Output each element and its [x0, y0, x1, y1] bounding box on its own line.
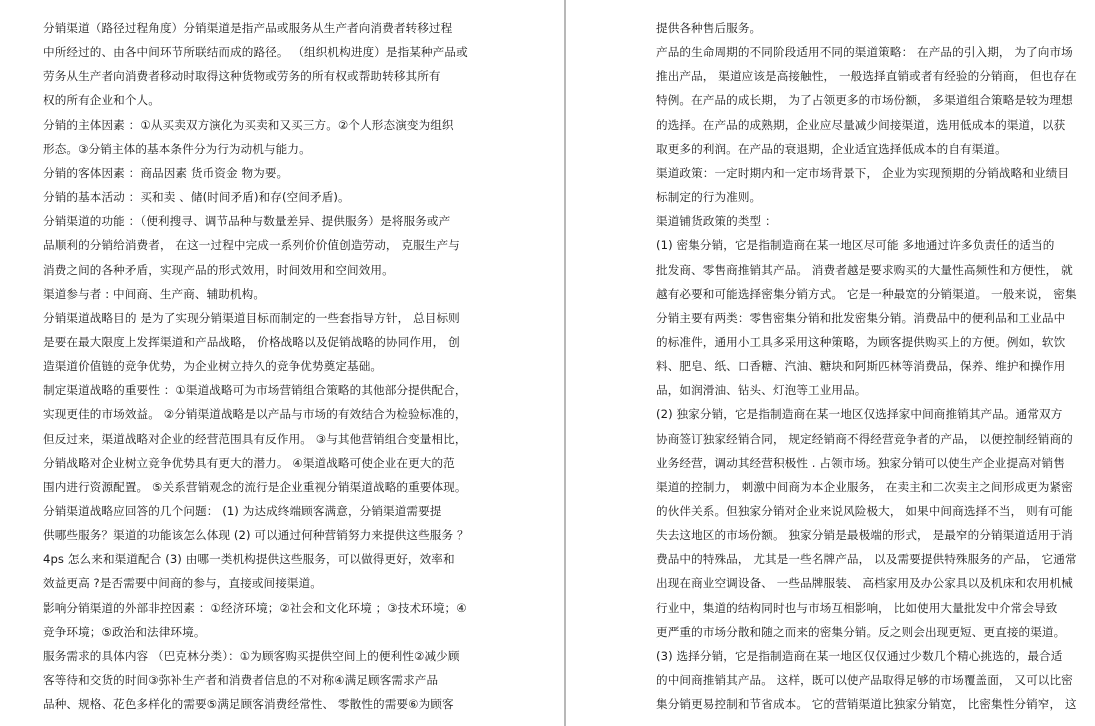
- right-text-line: 越有必要和可能选择密集分销方式。 它是一种最宽的分销渠道。 一般来说， 密集: [656, 286, 1077, 301]
- left-text-line: 分销渠道战略应回答的几个问题： (1) 为达成终端顾客满意，分销渠道需要提: [43, 504, 442, 518]
- left-text-line: 供哪些服务？渠道的功能该怎么体现 (2) 可以通过何种营销努力来提供这些服务 ？: [43, 528, 469, 543]
- right-text-line: (2) 独家分销，它是指制造商在某一地区仅选择家中间商推销其产品。通常双方: [656, 407, 1063, 422]
- left-text-line: 品顺利的分销给消费者， 在这一过程中完成一系列价价值创造劳动， 克服生产与: [43, 238, 460, 253]
- right-text-line: 分销主要有两类：零售密集分销和批发密集分销。消费品中的便利品和工业品中: [656, 310, 1066, 325]
- left-text-line: 是要在最大限度上发挥渠道和产品战略， 价格战略以及促销战略的协同作用， 创: [43, 334, 460, 349]
- left-text-line: 分销的基本活动 ：买和卖 、储(时间矛盾)和存(空间矛盾)。: [43, 190, 350, 204]
- left-text-line: 但反过来，渠道战略对企业的经营范围具有反作用。 ③与其他营销组合变量相比，: [43, 431, 467, 446]
- right-text-line: 失去这地区的市场份额。 独家分销是最极端的形式， 是最窄的分销渠道适用于消: [656, 528, 1073, 543]
- right-text-line: 特例。在产品的成长期， 为了占领更多的市场份额， 多渠道组合策略是较为理想: [656, 93, 1073, 108]
- right-text-line: 产品的生命周期的不同阶段适用不同的渠道策略： 在产品的引入期， 为了向市场: [656, 45, 1073, 60]
- left-text-line: 权的所有企业和个人。: [43, 93, 160, 108]
- left-text-line: 分销的客体因素 ：商品因素 货币资金 物为要。: [43, 165, 289, 180]
- right-text-line: 费品中的特殊品， 尤其是一些名牌产品， 以及需要提供特殊服务的产品， 它通常: [656, 552, 1077, 567]
- right-text-line: 的标准件，通用小工具多采用这种策略，为顾客提供购买上的方便。例如，软饮: [656, 334, 1066, 349]
- left-text-line: 中所经过的、由各中间环节所联结而成的路径。 （组织机构进度）是指某种产品或: [43, 45, 468, 60]
- left-text-line: 劳务从生产者向消费者移动时取得这种货物或劳务的所有权或帮助转移其所有: [43, 69, 441, 84]
- right-text-line: 渠道政策：一定时期内和一定市场背景下， 企业为实现预期的分销战略和业绩目: [656, 165, 1070, 180]
- left-text-line: 4ps 怎么来和渠道配合 (3) 由哪一类机构提供这些服务，可以做得更好，效率和: [43, 552, 455, 567]
- left-text-line: 实现更佳的市场效益。 ②分销渠道战略是以产品与市场的有效结合为检验标准的，: [43, 407, 467, 422]
- right-text-line: 协商签订独家经销合同， 规定经销商不得经营竞争者的产品， 以便控制经销商的: [656, 431, 1073, 446]
- right-text-line: 行业中，集道的结构同时也与市场互相影响， 比如使用大量批发中介常会导致: [656, 600, 1058, 615]
- right-text-line: 的选择。在产品的成熟期，企业应尽量减少间接渠道，选用低成本的渠道，以获: [656, 117, 1066, 132]
- left-text-line: 服务需求的具体内容 （巴克林分类）：①为顾客购买提供空间上的便利性②减少顾: [43, 648, 460, 663]
- right-text-line: 的伙伴关系。但独家分销对企业来说风险极大， 如果中间商选择不当， 则有可能: [656, 504, 1073, 518]
- right-text-line: 推出产品， 渠道应该是高接触性， 一般选择直销或者有经验的分销商， 但也存在: [656, 69, 1077, 84]
- left-text-line: 分销渠道（路径过程角度）分销渠道是指产品或服务从生产者向消费者转移过程: [43, 21, 453, 35]
- right-text-line: 集分销更易控制和节省成本。 它的营销渠道比独家分销宽， 比密集性分销窄， 这: [656, 697, 1077, 712]
- right-text-line: 更严重的市场分散和随之而来的密集分销。反之则会出现更短、更直接的渠道。: [656, 624, 1066, 639]
- right-text-line: 的中间商推销其产品。 这样，既可以使产品取得足够的市场覆盖面， 又可以比密: [656, 673, 1073, 687]
- right-text-line: 出现在商业空调设备、 一些品牌服装、 高档家用及办公家具以及机床和农用机械: [656, 576, 1073, 591]
- right-text-line: 业务经营，调动其经营积极性 . 占领市场。独家分销可以使生产企业提高对销售: [656, 455, 1065, 470]
- left-text-line: 效益更高 ?是否需要中间商的参与，直接或间接渠道。: [43, 576, 322, 591]
- left-text-line: 形态。③分销主体的基本条件分为行为动机与能力。: [43, 141, 311, 156]
- left-text-line: 品种、规格、花色多样化的需要⑤满足顾客消费经常性、 零散性的需要⑥为顾客: [43, 697, 454, 712]
- right-text-line: 料、肥皂、纸、口香糖、汽油、糖块和阿斯匹林等消费品，保养、维护和操作用: [656, 359, 1066, 374]
- left-text-line: 围内进行资源配置。 ⑤关系营销观念的流行是企业重视分销渠道战略的重要体现。: [43, 479, 467, 494]
- left-text-line: 分销战略对企业树立竞争优势具有更大的潜力。 ④渠道战略可使企业在更大的范: [43, 455, 455, 470]
- right-document-page: [566, 0, 1095, 726]
- right-text-line: 提供各种售后服务。: [656, 21, 762, 35]
- left-text-line: 影响分销渠道的外部非控因素 ：①经济环境；②社会和文化环境 ；③技术环境；④: [43, 600, 467, 615]
- right-text-line: 渠道的控制力， 刺激中间商为本企业服务， 在卖主和二次卖主之间形成更为紧密: [656, 479, 1073, 494]
- left-text-line: 分销渠道的功能 ：（便利搜寻、调节品种与数量差异、提供服务）是将服务或产: [43, 214, 451, 229]
- right-text-line: (3) 选择分销，它是指制造商在某一地区仅仅通过少数几个精心挑选的，最合适: [656, 648, 1063, 663]
- left-text-line: 造渠道价值链的竞争优势，为企业树立持久的竞争优势奠定基础。: [43, 359, 383, 374]
- right-text-line: (1) 密集分销，它是指制造商在某一地区尽可能 多地通过许多负责任的适当的: [656, 238, 1055, 253]
- right-text-line: 渠道铺货政策的类型 ：: [656, 214, 777, 229]
- left-text-line: 分销渠道战略目的 是为了实现分销渠道目标而制定的一些套指导方针， 总目标则: [43, 310, 460, 325]
- left-text-line: 制定渠道战略的重要性 ：①渠道战略可为市场营销组合策略的其他部分提供配合，: [43, 383, 467, 398]
- left-text-line: 客等待和交货的时间③弥补生产者和消费者信息的不对称④满足顾客需求产品: [43, 673, 439, 687]
- left-text-line: 竞争环境；⑤政治和法律环境。: [43, 624, 206, 639]
- right-text-line: 取更多的利润。在产品的衰退期，企业适宜选择低成本的自有渠道。: [656, 141, 1007, 156]
- left-text-line: 分销的主体因素 ：①从买卖双方演化为买卖和又买三方。②个人形态演变为组织: [43, 117, 454, 132]
- left-text-line: 渠道参与者 : 中间商、生产商、辅助机构。: [43, 286, 266, 301]
- right-text-line: 品，如润滑油、钻头、灯泡等工业用品。: [656, 383, 867, 398]
- right-text-line: 标制定的行为准则。: [656, 190, 762, 204]
- right-text-line: 批发商、零售商推销其产品。 消费者越是要求购买的大量性高频性和方便性， 就: [656, 262, 1073, 277]
- left-text-line: 消费之间的各种矛盾，实现产品的形式效用，时间效用和空间效用。: [43, 262, 394, 277]
